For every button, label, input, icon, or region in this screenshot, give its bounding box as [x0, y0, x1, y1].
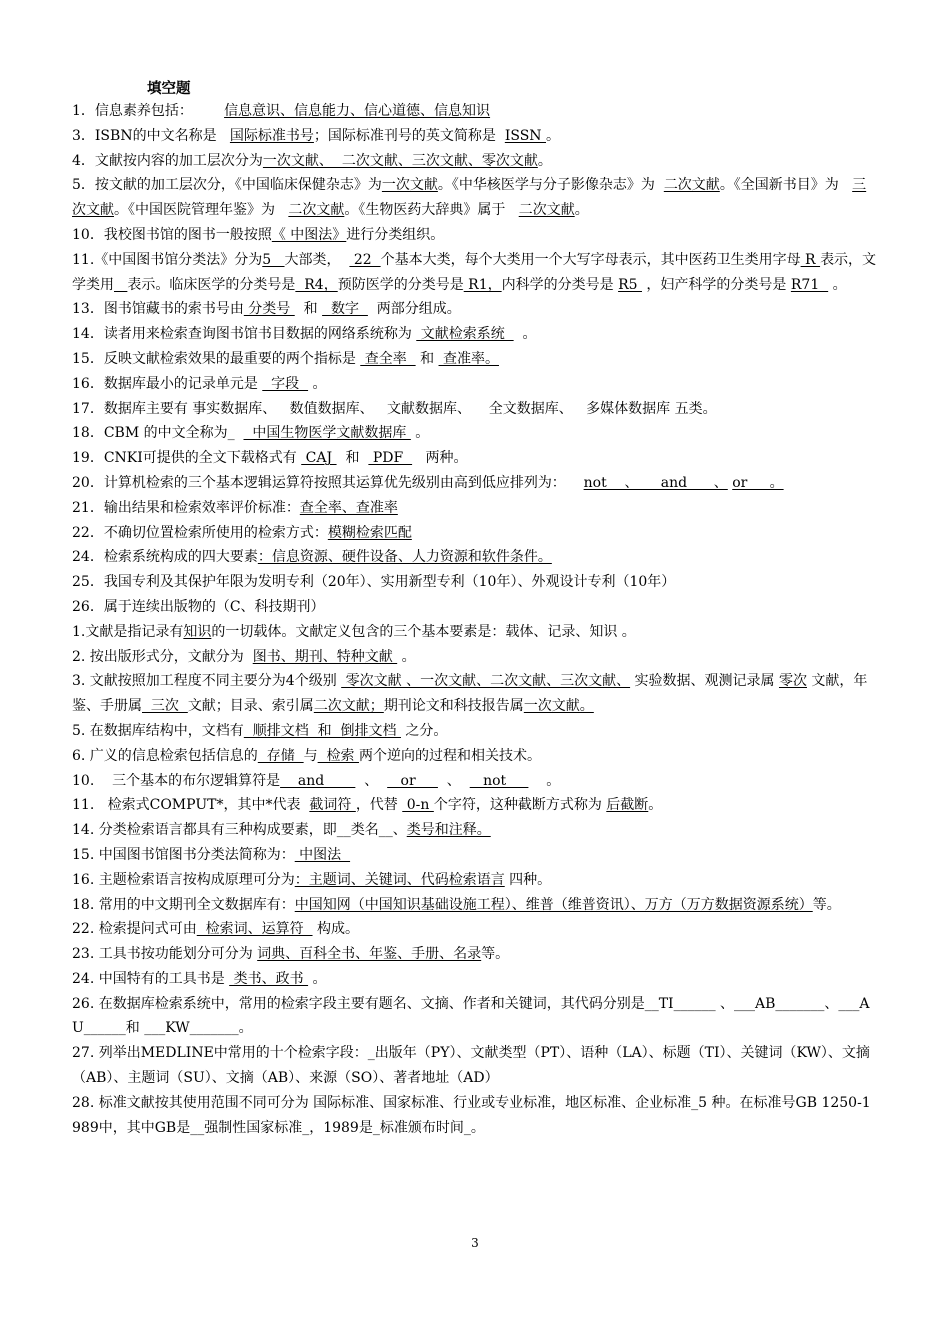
question-text: 。 — [648, 797, 663, 814]
question-text: 15. 中国图书馆图书分类法简称为： — [72, 846, 295, 863]
answer-text: 查准率。 — [438, 350, 499, 367]
question-item — [72, 620, 878, 645]
question-text: 。 — [574, 202, 589, 219]
answer-text: 中国知网（中国知识基础设施工程）、维普（维普资讯）、万方（万方数据资源系统） — [294, 896, 813, 913]
answer-text: 查全率、查准率 — [299, 499, 398, 516]
answer-text: R71 — [790, 276, 829, 293]
question-text: 23. 工具书按功能划分可分为 — [72, 946, 258, 963]
question-text: 5．按文献的加工层次分，《中国临床保健杂志》为 — [72, 177, 382, 194]
question-item — [72, 545, 878, 570]
question-text: 。 — [397, 648, 416, 665]
question-item — [72, 992, 878, 1042]
question-text: 的一切载体。文献定义包含的三个基本要素是：载体、记录、知识 。 — [211, 623, 636, 640]
question-text: 。 — [308, 970, 327, 987]
question-item — [72, 124, 878, 149]
question-text: 27. 列举出MEDLINE中常用的十个检索字段：_出版年（PY）、文献类型（PT）、语种（LA）、标题（TI）、关键词（KW）、文摘（AB）、主题词（SU）、文摘（AB）、来源（SO）、著者地址（AD） — [72, 1045, 870, 1087]
question-text: 21．输出结果和检索效率评价标准： — [72, 499, 300, 516]
answer-text: R4， — [295, 276, 338, 293]
question-item — [72, 868, 878, 893]
section-heading: 填空题 — [147, 81, 191, 97]
answer-text: 知识 — [183, 623, 212, 640]
question-item — [72, 793, 878, 818]
question-item — [72, 595, 878, 620]
answer-text: 存储 — [257, 747, 304, 764]
answer-text: 二次文献 — [518, 202, 575, 219]
question-text: 13．图书馆藏书的索书号由 — [72, 301, 244, 318]
question-text: 。《全国新书目》为 — [719, 177, 853, 194]
question-text: 26．属于连续出版物的（C、科技期刊） — [72, 598, 325, 615]
question-text: 4．文献按内容的加工层次分为 — [72, 152, 263, 169]
question-item — [72, 446, 878, 471]
question-item — [72, 149, 878, 174]
question-text: 18．CBM 的中文全称为_ — [72, 425, 244, 442]
answer-text: 0-n — [402, 797, 434, 814]
question-item — [72, 1041, 878, 1091]
answer-text: not 、 and 、 — [583, 474, 728, 491]
question-text: ，代替 — [355, 797, 403, 814]
answer-text: 分类号 — [243, 301, 295, 318]
question-item — [72, 173, 878, 223]
answer-text: 查全率 — [360, 350, 416, 367]
question-item — [72, 248, 878, 298]
question-item — [72, 769, 878, 794]
question-item — [72, 917, 878, 942]
question-text: 22．不确切位置检索所使用的检索方式： — [72, 524, 328, 541]
question-text: 18. 常用的中文期刊全文数据库有： — [72, 896, 295, 913]
question-text: 和 — [336, 450, 369, 467]
question-text: 。 — [308, 375, 327, 392]
question-text: 等。 — [812, 896, 841, 913]
question-text: 与 — [303, 747, 318, 764]
question-item — [72, 297, 878, 322]
question-text: 3．ISBN的中文名称是 — [72, 127, 230, 144]
answer-text: 信息意识、信息能力、信心道德、信息知识 — [224, 103, 491, 119]
answer-text: 一次文献。 — [523, 698, 594, 715]
question-item — [72, 471, 878, 496]
answer-text: PDF — [368, 450, 413, 467]
question-text: 2. 按出版形式分，文献分为 — [72, 648, 253, 665]
answer-text: ISSN — [504, 127, 546, 144]
answer-text: 二次文献 — [288, 202, 345, 219]
question-text: 预防医学的分类号是 — [337, 276, 464, 293]
question-text: 24. 中国特有的工具书是 — [72, 970, 230, 987]
question-text: 。 — [410, 425, 430, 442]
question-text: 、 — [355, 772, 388, 789]
question-item — [72, 99, 878, 124]
answer-text: 中图法 — [294, 846, 351, 863]
answer-text: 检索词、运算符 — [196, 921, 313, 938]
question-text: 之分。 — [400, 722, 448, 739]
question-text: 16．数据库最小的记录单元是 — [72, 375, 263, 392]
question-text: 10．我校图书馆的图书一般按照 — [72, 226, 272, 243]
question-text: 1.文献是指记录有 — [72, 623, 184, 640]
answer-text: or 。 — [732, 474, 784, 491]
question-text: 、 — [437, 772, 470, 789]
question-text: 大部类， — [284, 251, 350, 268]
answer-text: 类书、政书 — [229, 970, 309, 987]
answer-text: CAJ — [301, 450, 337, 467]
question-text: 等。 — [481, 946, 510, 963]
question-text: 构成。 — [312, 921, 359, 938]
question-text: 进行分类组织。 — [346, 226, 445, 243]
question-item — [72, 521, 878, 546]
question-item — [72, 719, 878, 744]
answer-text: 一次文献 — [381, 177, 438, 194]
question-item — [72, 421, 878, 446]
answer-text: 模糊检索匹配 — [327, 524, 412, 541]
page-number: 3 — [471, 1236, 479, 1250]
answer-text: 顺排文档 和 倒排文档 — [243, 722, 401, 739]
question-item — [72, 967, 878, 992]
question-text: 5. 在数据库结构中，文档有 — [72, 722, 244, 739]
answer-text: not — [469, 772, 529, 789]
question-item — [72, 1091, 878, 1141]
answer-text — [114, 277, 127, 293]
question-text: 20．计算机检索的三个基本逻辑运算符按照其运算优先级别由高到低应排列为： — [72, 474, 584, 491]
answer-text: 二次文献 — [663, 177, 720, 194]
question-text: 表示。临床医学的分类号是 — [127, 276, 296, 293]
answer-text: 数字 — [322, 301, 368, 318]
question-text: 和 — [415, 350, 439, 367]
question-text: 26. 在数据库检索系统中，常用的检索字段主要有题名、文摘、作者和关键词，其代码分别是__TI______ 、___AB_______、___AU______和 ___KW_______。 — [72, 995, 870, 1037]
question-item — [72, 322, 878, 347]
answer-text: 检索 — [317, 747, 359, 764]
question-item — [72, 645, 878, 670]
question-item — [72, 347, 878, 372]
question-text: 个基本大类，每个大类用一个大写字母表示，其中医药卫生类用字母 — [380, 251, 801, 268]
question-text: 两种。 — [412, 450, 468, 467]
question-text: 。《中国医院管理年鉴》为 — [114, 202, 289, 219]
question-text: 期刊论文和科技报告属 — [383, 698, 524, 715]
question-text: 19．CNKI可提供的全文下载格式有 — [72, 450, 302, 467]
question-text: 10. 三个基本的布尔逻辑算符是 — [72, 772, 281, 789]
question-text: 22. 检索提问式可由 — [72, 921, 197, 938]
question-text: 内科学的分类号是 — [501, 276, 619, 293]
answer-text: 5 — [262, 251, 285, 268]
answer-text: 截词符 — [309, 797, 356, 814]
answer-text: R5 — [618, 276, 642, 293]
answer-text: and — [280, 772, 356, 789]
question-text: 16. 主题检索语言按构成原理可分为 — [72, 871, 295, 888]
question-item — [72, 893, 878, 918]
answer-text: ：信息资源、硬件设备、人力资源和软件条件。 — [257, 549, 552, 566]
question-item — [72, 223, 878, 248]
answer-text: 后截断 — [606, 797, 649, 814]
question-text: ，妇产科学的分类号是 — [641, 276, 791, 293]
question-text: 17．数据库主要有 事实数据库、 数值数据库、 文献数据库、 全文数据库、 多媒体数据库 五类。 — [72, 400, 717, 417]
question-text: 文献；目录、索引属 — [187, 698, 314, 715]
question-item — [72, 372, 878, 397]
answer-text: 三次文献 — [72, 177, 867, 219]
answer-text: or — [387, 772, 438, 789]
answer-text: R1， — [463, 276, 502, 293]
answer-text: 二次文献； — [313, 698, 384, 715]
question-item — [72, 397, 878, 422]
question-text: 24．检索系统构成的四大要素 — [72, 549, 258, 566]
question-text: 。 — [528, 772, 561, 789]
question-text: 。《生物医药大辞典》属于 — [344, 202, 519, 219]
question-item — [72, 669, 878, 719]
question-text: 。《中华核医学与分子影像杂志》为 — [437, 177, 664, 194]
question-text: 1．信息素养包括： — [72, 103, 225, 119]
question-text: 个字符，这种截断方式称为 — [433, 797, 607, 814]
answer-text: 字段 — [262, 375, 309, 392]
question-text: 25．我国专利及其保护年限为发明专利（20年）、实用新型专利（10年）、外观设计专利（10年） — [72, 574, 676, 591]
answer-text: 零次文献 、一次文献、二次文献、三次文献、 — [341, 673, 631, 690]
question-text: 文献，年鉴、手册属 — [72, 673, 868, 715]
question-text: 15．反映文献检索效果的最重要的两个指标是 — [72, 350, 361, 367]
question-text: 。 — [537, 152, 552, 169]
question-text: 。 — [546, 127, 560, 144]
question-item — [72, 744, 878, 769]
question-text: 14．读者用来检索查询图书馆书目数据的网络系统称为 — [72, 326, 417, 343]
question-text: 11.《中国图书馆分类法》分为 — [72, 251, 263, 268]
question-text: 和 — [294, 301, 323, 318]
question-item — [72, 496, 878, 521]
question-item — [72, 818, 878, 843]
answer-text: 词典、百科全书、年鉴、手册、名录 — [257, 946, 482, 963]
question-text: 。 — [513, 326, 537, 343]
answer-text: 国际标准书号 — [229, 127, 314, 144]
question-text: 表示，文学类用 — [72, 251, 877, 293]
answer-text: 图书、期刊、特种文献 — [252, 648, 398, 665]
question-text: 3. 文献按照加工程度不同主要分为4个级别 — [72, 673, 342, 690]
answer-text: R — [800, 251, 821, 268]
question-item — [72, 942, 878, 967]
answer-text: 中国生物医学文献数据库 — [243, 425, 411, 442]
answer-text: 类号和注释。 — [406, 822, 491, 839]
answer-text: 《 中图法》 — [271, 226, 347, 243]
question-text: 两部分组成。 — [367, 301, 461, 318]
answer-text: 三次 — [142, 698, 188, 715]
question-text: 。 — [828, 276, 847, 293]
question-text: 6. 广义的信息检索包括信息的 — [72, 747, 258, 764]
answer-text: ：主题词、关键词、代码检索语言 — [294, 871, 505, 888]
question-text: 四种。 — [504, 871, 552, 888]
question-text: 28. 标准文献按其使用范围不同可分为 国际标准、国家标准、行业或专业标准，地区标准、企业标准_5 种。在标准号GB 1250-1989中，其中GB是__强制性国家标准_，1989是_标准颁布时间_。 — [72, 1094, 871, 1136]
question-text: 两个逆向的过程和相关技术。 — [358, 747, 541, 764]
question-text: 11. 检索式COMPUT*，其中*代表 — [72, 797, 310, 814]
answer-text: 22 — [349, 251, 381, 268]
answer-text: 零次 — [778, 673, 807, 690]
question-text: 14. 分类检索语言都具有三种构成要素，即__类名__、 — [72, 822, 407, 839]
question-item — [72, 843, 878, 868]
question-text: ；国际标准刊号的英文简称是 — [313, 127, 505, 144]
answer-text: 文献检索系统 — [416, 326, 514, 343]
answer-text: 一次文献、 二次文献、三次文献、零次文献 — [262, 152, 538, 169]
question-list — [72, 99, 878, 1140]
question-text: 实验数据、观测记录属 — [630, 673, 779, 690]
question-item — [72, 570, 878, 595]
